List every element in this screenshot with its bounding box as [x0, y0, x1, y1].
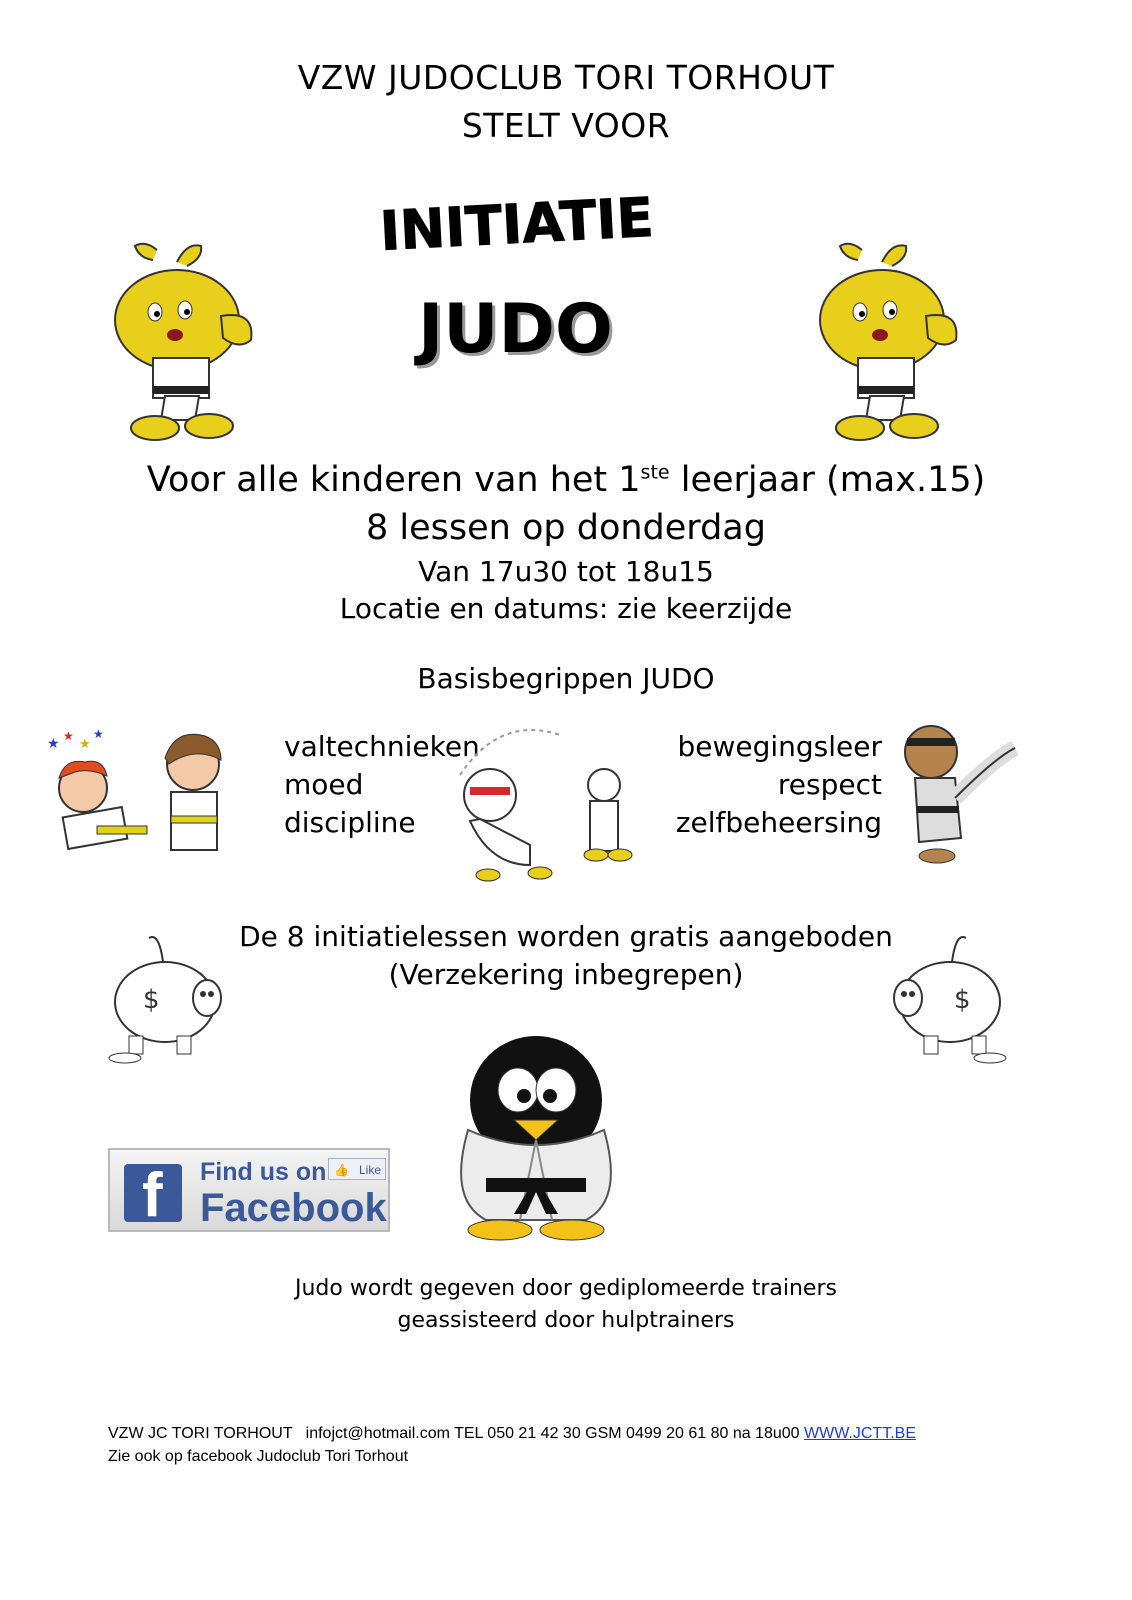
facebook-find-us-label: Find us on — [200, 1158, 327, 1186]
facebook-name-label: Facebook — [200, 1186, 387, 1230]
facebook-f-icon: f — [124, 1164, 182, 1222]
free-lessons-text: De 8 initiatielessen worden gratis aangeboden — [239, 920, 893, 953]
footer-contact: VZW JC TORI TORHOUT infojct@hotmail.com TEL 050 21 42 30 GSM 0499 20 61 80 na 18u00 WWW.JCTT.BE — [108, 1425, 916, 1442]
piggy-bank-right-icon — [880, 932, 1010, 1067]
basics-item: discipline — [284, 806, 416, 839]
website-link[interactable]: WWW.JCTT.BE — [804, 1425, 916, 1442]
info-location: Locatie en datums: zie keerzijde — [339, 592, 793, 625]
svg-text:★: ★ — [63, 729, 74, 743]
basics-item: zelfbeheersing — [675, 806, 882, 839]
insurance-text: (Verzekering inbegrepen) — [388, 958, 744, 991]
svg-text:$: $ — [954, 985, 971, 1015]
info-time: Van 17u30 tot 18u15 — [418, 555, 714, 588]
trainers-line1: Judo wordt gegeven door gediplomeerde trainers — [295, 1276, 837, 1301]
title-initiatie: INITIATIE — [378, 185, 655, 263]
penguin-judoka-icon — [428, 1030, 643, 1245]
yellow-judoka-mascot-left-icon — [105, 240, 265, 445]
basics-item: valtechnieken — [284, 730, 480, 763]
thumbs-up-icon: 👍 — [334, 1163, 349, 1177]
svg-text:★: ★ — [93, 727, 104, 741]
basics-right-list — [640, 728, 882, 842]
title-judo: JUDO — [418, 290, 613, 369]
info-lessons: 8 lessen op donderdag — [366, 508, 766, 548]
svg-text:$: $ — [143, 985, 160, 1015]
svg-text:★: ★ — [47, 736, 60, 752]
piggy-bank-left-icon — [105, 932, 235, 1067]
facebook-badge[interactable] — [108, 1148, 390, 1232]
basics-title: Basisbegrippen JUDO — [417, 662, 715, 695]
presents-text: STELT VOOR — [461, 106, 671, 145]
basics-item: respect — [777, 768, 882, 801]
yellow-judoka-mascot-right-icon — [810, 240, 970, 445]
throwing-judoka-cartoon-icon — [440, 715, 640, 885]
info-audience: Voor alle kinderen van het 1ste leerjaar (max.15) — [146, 460, 986, 500]
karate-bear-cartoon-icon — [895, 718, 1025, 868]
club-name: VZW JUDOCLUB TORI TORHOUT — [297, 58, 835, 97]
judo-kids-cartoon-icon — [45, 718, 235, 863]
basics-item: moed — [284, 768, 364, 801]
svg-text:★: ★ — [79, 737, 91, 752]
basics-item: bewegingsleer — [677, 730, 882, 763]
trainers-line2: geassisteerd door hulptrainers — [397, 1308, 735, 1333]
footer-facebook-note: Zie ook op facebook Judoclub Tori Torhout — [108, 1448, 409, 1465]
facebook-like-button[interactable]: 👍 Like — [328, 1158, 386, 1180]
